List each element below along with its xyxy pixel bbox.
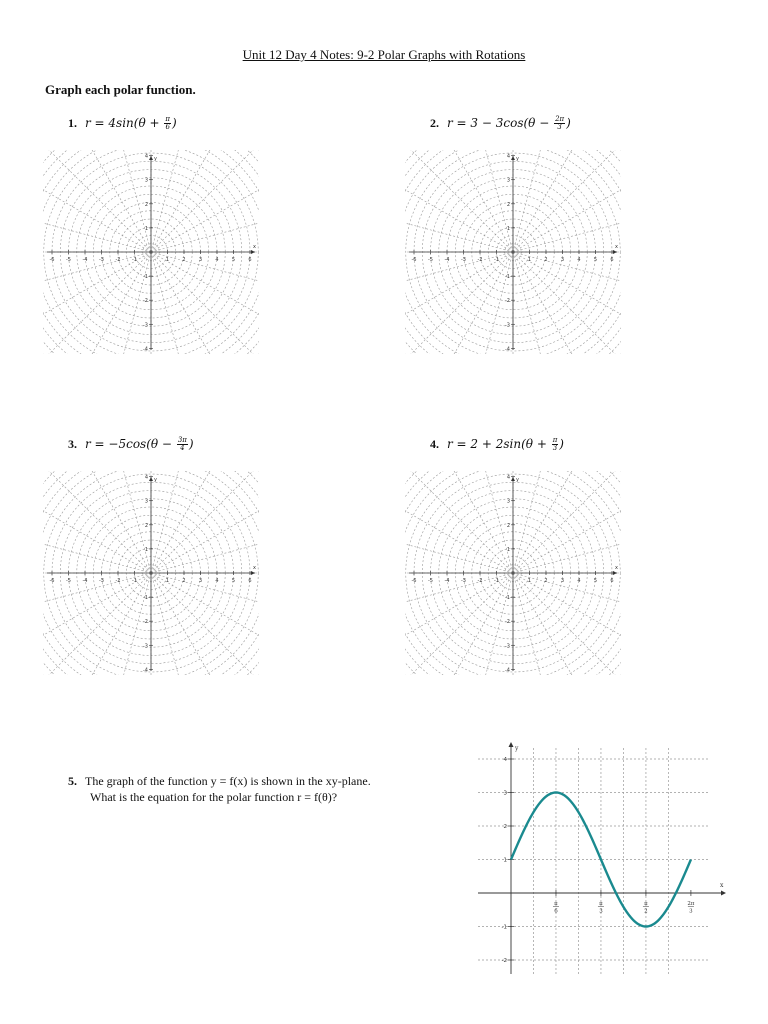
grid-ray xyxy=(43,573,151,673)
x-tick-label: -1 xyxy=(132,578,137,584)
x-tick-label-denominator: 3 xyxy=(599,908,603,915)
grid-ray xyxy=(151,252,203,354)
grid-ray xyxy=(151,573,203,675)
y-tick-label: 1 xyxy=(503,857,507,864)
x-tick-label: 2 xyxy=(544,257,548,263)
x-tick-label: π xyxy=(644,901,648,907)
x-tick-label: 4 xyxy=(577,257,581,263)
y-tick-label: -1 xyxy=(143,595,148,602)
x-tick-label: -1 xyxy=(132,257,137,263)
y-axis-label: y xyxy=(154,156,157,162)
x-tick-label: -6 xyxy=(49,257,55,263)
y-tick-label: 3 xyxy=(506,498,510,505)
y-tick-label: 1 xyxy=(144,546,148,553)
x-tick-label: -1 xyxy=(494,257,499,263)
y-tick-label: 4 xyxy=(506,153,510,160)
y-tick-label: -4 xyxy=(505,667,510,674)
y-axis-label: y xyxy=(154,477,157,483)
y-tick-label: -4 xyxy=(143,667,148,674)
grid-ray xyxy=(151,473,259,573)
x-tick-label: -3 xyxy=(99,257,104,263)
x-axis-label: x xyxy=(253,244,256,250)
grid-ray xyxy=(513,573,621,673)
y-tick-label: 3 xyxy=(503,790,507,797)
y-tick-label: -1 xyxy=(143,274,148,281)
grid-ray xyxy=(513,573,565,675)
problem-number: 4. xyxy=(430,437,439,451)
y-tick-label: 4 xyxy=(144,153,148,160)
page-title: Unit 12 Day 4 Notes: 9-2 Polar Graphs with Rotations xyxy=(242,47,526,62)
y-axis-arrow xyxy=(511,477,515,481)
problem-2 xyxy=(430,116,571,131)
y-tick-label: -2 xyxy=(143,298,148,305)
problem-number: 2. xyxy=(430,116,439,130)
question-line-2: What is the equation for the polar function r = f(θ)? xyxy=(90,790,338,804)
x-tick-label: 2π xyxy=(687,901,695,907)
x-tick-label: -4 xyxy=(82,257,88,263)
y-tick-label: 2 xyxy=(144,522,148,529)
y-tick-label: 3 xyxy=(144,177,148,184)
question-line-1: The graph of the function y = f(x) is shown in the xy-plane. xyxy=(85,774,371,788)
y-tick-label: 1 xyxy=(144,225,148,232)
x-tick-label: 1 xyxy=(527,578,532,584)
y-tick-label: 3 xyxy=(506,177,510,184)
x-tick-label: -3 xyxy=(99,578,104,584)
grid-ray xyxy=(151,573,259,673)
x-axis-arrow xyxy=(251,250,255,254)
grid-ray xyxy=(43,473,151,573)
y-tick-label: 2 xyxy=(144,201,148,208)
problem-1 xyxy=(68,116,177,131)
x-tick-label: 1 xyxy=(165,578,170,584)
y-tick-label: 2 xyxy=(503,824,507,830)
problem-equation: r = 3 − 3cos(θ − $\frac{2\pi}{3}$ ) xyxy=(447,115,571,131)
x-tick-label: π xyxy=(554,901,558,907)
problem-equation: r = −5cos(θ − $\frac{3\pi}{4}$ ) xyxy=(85,436,194,452)
y-tick-label: 4 xyxy=(503,757,507,763)
x-axis-label: x xyxy=(720,882,724,889)
chart-grid xyxy=(478,748,708,974)
x-tick-label-denominator: 2 xyxy=(644,908,648,915)
polar-grid-3[interactable] xyxy=(43,471,259,675)
x-tick-label: -1 xyxy=(494,578,499,584)
grid-ray xyxy=(43,200,151,252)
y-axis-arrow xyxy=(149,477,153,481)
x-tick-label: -2 xyxy=(115,257,121,263)
polar-grid-4[interactable] xyxy=(405,471,621,675)
x-tick-label: 4 xyxy=(215,578,219,584)
x-tick-label: 3 xyxy=(560,257,565,263)
x-tick-label-denominator: 3 xyxy=(689,908,693,915)
x-tick-label: 2 xyxy=(544,578,548,584)
grid-ray xyxy=(151,200,259,252)
x-axis-label: x xyxy=(615,565,618,571)
x-tick-label: -3 xyxy=(461,578,466,584)
y-tick-label: 4 xyxy=(506,474,510,481)
x-tick-label: 5 xyxy=(231,578,236,584)
x-tick-label: 1 xyxy=(165,257,170,263)
grid-ray xyxy=(43,252,151,352)
x-tick-label: -3 xyxy=(461,257,466,263)
grid-ray xyxy=(513,252,621,352)
grid-ray xyxy=(151,521,259,573)
x-tick-label: 3 xyxy=(198,578,203,584)
x-tick-label: 1 xyxy=(527,257,532,263)
x-axis-arrow xyxy=(613,571,617,575)
problem-equation: r = 4sin(θ + $\frac{\pi}{6}$ ) xyxy=(85,115,177,131)
grid-ray xyxy=(513,521,621,573)
y-tick-label: -3 xyxy=(143,322,148,329)
x-tick-label: -4 xyxy=(444,578,450,584)
x-tick-label: -5 xyxy=(428,257,433,263)
x-tick-label-denominator: 6 xyxy=(554,908,558,915)
polar-grid-1[interactable] xyxy=(43,150,259,354)
x-tick-label: -6 xyxy=(49,578,55,584)
y-tick-label: 1 xyxy=(506,546,510,553)
polar-grid-2[interactable] xyxy=(405,150,621,354)
grid-ray xyxy=(405,521,513,573)
y-tick-label: -3 xyxy=(505,322,510,329)
y-axis-arrow xyxy=(511,156,515,160)
y-axis-label: y xyxy=(516,156,519,162)
y-tick-label: -2 xyxy=(501,958,507,964)
x-tick-label: -4 xyxy=(444,257,450,263)
question-5 xyxy=(68,773,371,805)
x-axis-arrow xyxy=(613,250,617,254)
x-tick-label: 5 xyxy=(231,257,236,263)
x-tick-label: 5 xyxy=(593,578,598,584)
y-tick-label: -2 xyxy=(505,298,510,305)
x-tick-label: 6 xyxy=(248,578,252,584)
y-tick-label: -3 xyxy=(505,643,510,650)
x-tick-label: -5 xyxy=(66,257,71,263)
grid-ray xyxy=(513,152,621,252)
y-tick-label: -4 xyxy=(143,346,148,353)
x-tick-label: -6 xyxy=(411,257,417,263)
x-tick-label: -4 xyxy=(82,578,88,584)
problem-3 xyxy=(68,437,194,452)
y-axis-label: y xyxy=(516,477,519,483)
instruction-text: Graph each polar function. xyxy=(45,82,196,97)
grid-ray xyxy=(151,252,259,352)
x-tick-label: 3 xyxy=(198,257,203,263)
grid-ray xyxy=(513,252,565,354)
x-tick-label: 6 xyxy=(610,257,614,263)
grid-ray xyxy=(513,200,621,252)
y-tick-label: -3 xyxy=(143,643,148,650)
grid-ray xyxy=(405,152,513,252)
y-tick-label: -1 xyxy=(505,274,510,281)
grid-ray xyxy=(43,152,151,252)
grid-ray xyxy=(43,521,151,573)
y-tick-label: 1 xyxy=(506,225,510,232)
x-tick-label: -5 xyxy=(66,578,71,584)
function-graph xyxy=(474,738,730,978)
x-axis-arrow xyxy=(251,571,255,575)
x-tick-label: -5 xyxy=(428,578,433,584)
x-tick-label: π xyxy=(599,901,603,907)
x-tick-label: 4 xyxy=(215,257,219,263)
x-tick-label: 2 xyxy=(182,257,186,263)
y-tick-label: -2 xyxy=(143,619,148,626)
y-tick-label: 4 xyxy=(144,474,148,481)
problem-4 xyxy=(430,437,564,452)
x-axis-arrow xyxy=(721,891,726,896)
grid-ray xyxy=(405,252,513,352)
x-tick-label: -2 xyxy=(115,578,121,584)
grid-ray xyxy=(513,473,621,573)
x-tick-label: 5 xyxy=(593,257,598,263)
grid-ray xyxy=(405,473,513,573)
grid-ray xyxy=(151,152,259,252)
x-axis-label: x xyxy=(253,565,256,571)
y-axis-label: y xyxy=(515,745,519,752)
y-axis-arrow xyxy=(509,742,514,747)
y-tick-label: -1 xyxy=(505,595,510,602)
y-tick-label: 2 xyxy=(506,201,510,208)
x-tick-label: -6 xyxy=(411,578,417,584)
x-tick-label: 2 xyxy=(182,578,186,584)
x-axis-label: x xyxy=(615,244,618,250)
y-tick-label: 2 xyxy=(506,522,510,529)
problem-number: 3. xyxy=(68,437,77,451)
y-tick-label: 3 xyxy=(144,498,148,505)
x-tick-label: -2 xyxy=(477,257,483,263)
x-tick-label: -2 xyxy=(477,578,483,584)
x-tick-label: 4 xyxy=(577,578,581,584)
problem-equation: r = 2 + 2sin(θ + $\frac{\pi}{3}$ ) xyxy=(447,436,564,452)
y-axis-arrow xyxy=(149,156,153,160)
y-tick-label: -1 xyxy=(501,924,507,931)
problem-number: 1. xyxy=(68,116,77,130)
x-tick-label: 6 xyxy=(248,257,252,263)
x-tick-label: 6 xyxy=(610,578,614,584)
y-tick-label: -4 xyxy=(505,346,510,353)
grid-ray xyxy=(405,573,513,673)
grid-ray xyxy=(405,200,513,252)
y-tick-label: -2 xyxy=(505,619,510,626)
x-tick-label: 3 xyxy=(560,578,565,584)
question-number: 5. xyxy=(68,774,77,788)
